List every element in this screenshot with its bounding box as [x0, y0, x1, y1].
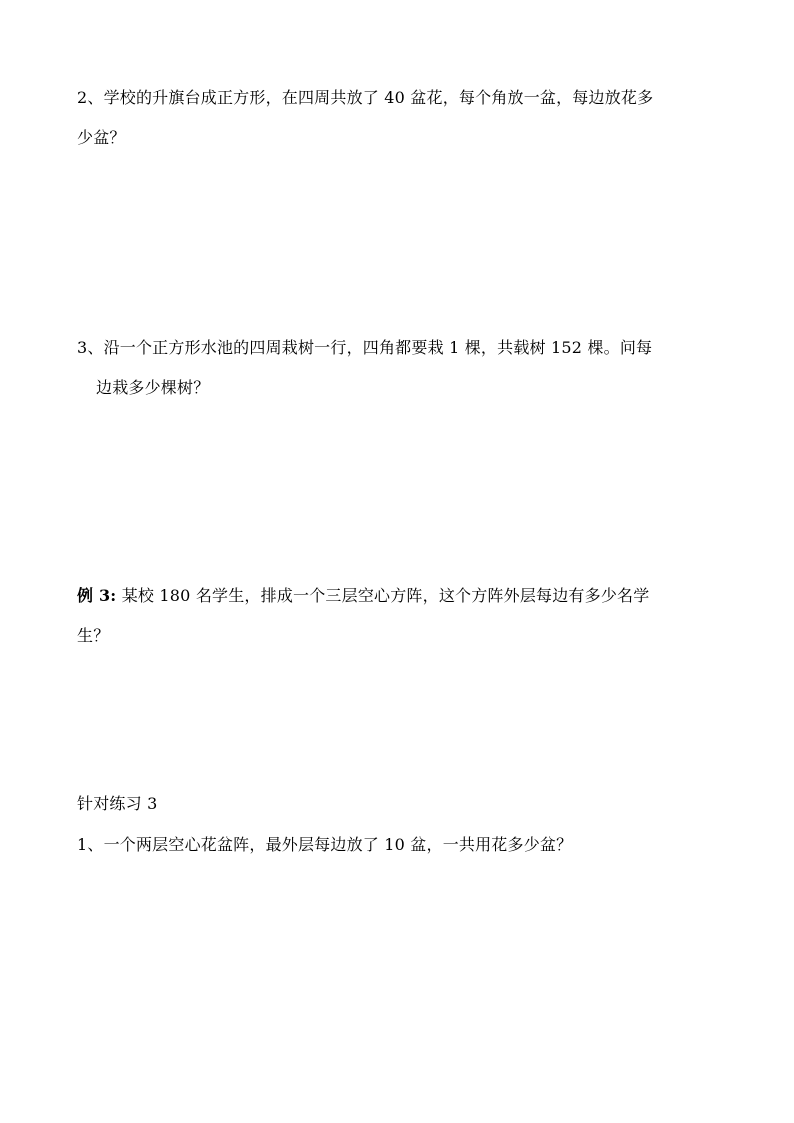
practice-3-problem-1: 1、一个两层空心花盆阵，最外层每边放了 10 盆，一共用花多少盆？ [77, 835, 573, 854]
problem-2-line-1: 2、学校的升旗台成正方形，在四周共放了 40 盆花，每个角放一盆，每边放花多 [77, 88, 654, 107]
problem-3-line-1: 3、沿一个正方形水池的四周栽树一行，四角都要栽 1 棵，共载树 152 棵。问每 [77, 338, 653, 357]
example-3-label: 例 3: [77, 586, 117, 605]
problem-3-line-2: 边栽多少棵树？ [96, 378, 210, 397]
practice-3-heading: 针对练习 3 [77, 794, 158, 813]
problem-2-line-2: 少盆？ [77, 128, 126, 147]
example-3-text: 某校 180 名学生，排成一个三层空心方阵，这个方阵外层每边有多少名学 [116, 586, 650, 605]
example-3-line-2: 生？ [77, 626, 110, 645]
example-3-line-1 [77, 586, 649, 606]
